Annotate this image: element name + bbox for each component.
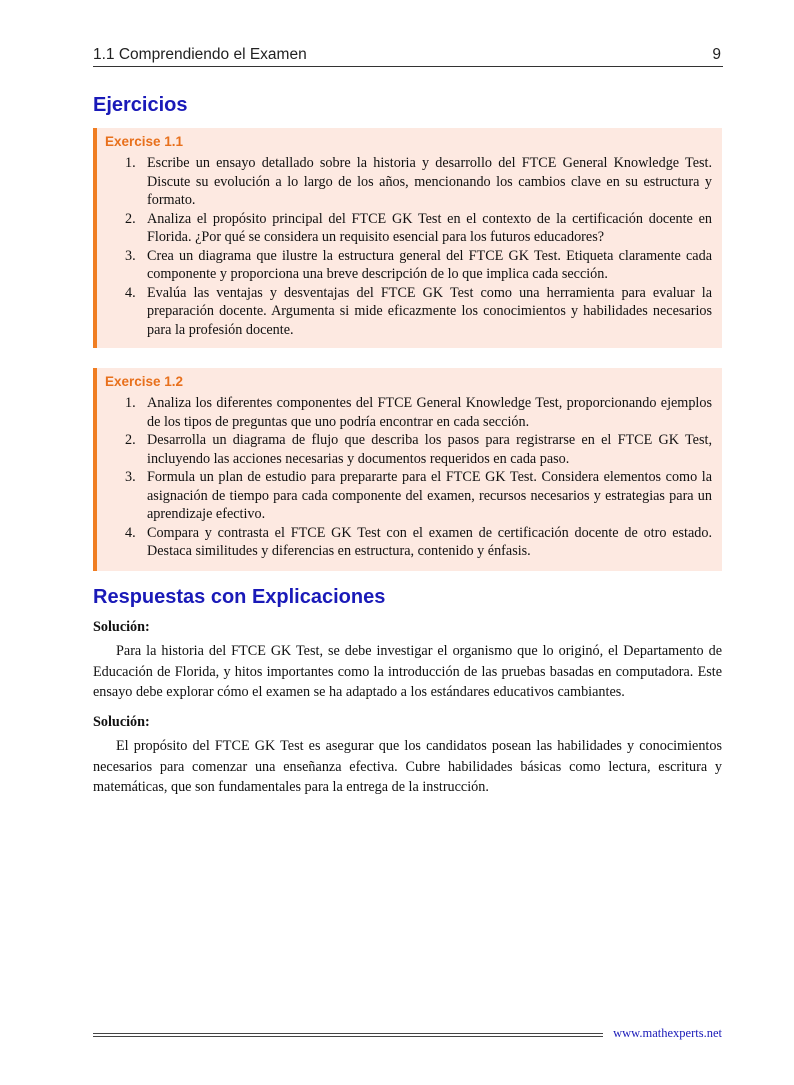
exercise-item	[105, 524, 712, 561]
item-number: 4.	[125, 524, 136, 541]
item-text: Crea un diagrama que ilustre la estructura general del FTCE GK Test. Etiqueta claramente cada componente y proporciona una breve descripción de lo que implica cada sección.	[147, 247, 712, 282]
footer-rule	[93, 1033, 603, 1037]
exercise-item	[105, 154, 712, 210]
exercise-item	[105, 247, 712, 284]
solution-text: Para la historia del FTCE GK Test, se debe investigar el organismo que lo originó, el Departamento de Educación de Florida, y hitos importantes como la introducción de las pruebas basadas en computadora. Este ensayo debe explorar cómo el examen se ha adaptado a los estándares educativos cambiantes.	[93, 643, 722, 700]
item-number: 1.	[125, 395, 136, 411]
exercise-item	[105, 284, 712, 340]
item-text: Compara y contrasta el FTCE GK Test con el examen de certificación docente de otro estado. Destaca similitudes y diferencias en estructura, contenido y énfasis.	[147, 524, 712, 559]
exercise-item	[105, 210, 712, 247]
item-number: 3.	[125, 247, 136, 264]
item-number: 2.	[125, 432, 136, 448]
item-text: Analiza el propósito principal del FTCE GK Test en el contexto de la certificación docente en Florida. ¿Por qué se considera un requisito esencial para los futuros educadores?	[147, 210, 712, 245]
exercise-item	[105, 468, 712, 524]
exercise-list	[105, 154, 712, 339]
exercises-heading: Ejercicios	[93, 94, 188, 116]
exercise-title: Exercise 1.2	[105, 374, 184, 389]
item-number: 3.	[125, 469, 136, 485]
exercise-item	[105, 431, 712, 468]
exercise-title: Exercise 1.1	[105, 134, 184, 149]
item-text: Desarrolla un diagrama de flujo que describa los pasos para registrarse en el FTCE GK Test, incluyendo las acciones necesarias y documentos requeridos en cada paso.	[147, 432, 712, 467]
item-number: 4.	[125, 284, 136, 301]
solution-label: Solución:	[93, 714, 150, 730]
exercise-box	[93, 128, 722, 348]
item-text: Analiza los diferentes componentes del FTCE General Knowledge Test, proporcionando ejemplos de los tipos de preguntas que uno podría encontrar en cada sección.	[147, 395, 712, 430]
page-number: 9	[712, 46, 721, 63]
item-number: 2.	[125, 210, 136, 227]
section-title: 1.1 Comprendiendo el Examen	[93, 46, 307, 63]
item-text: Formula un plan de estudio para prepararte para el FTCE GK Test. Considera elementos como la asignación de tiempo para cada componente del examen, recursos necesarios y estrategias para un aprendizaje efectivo.	[147, 469, 712, 522]
running-header	[93, 46, 723, 67]
footer-url: www.mathexperts.net	[613, 1026, 722, 1040]
item-text: Escribe un ensayo detallado sobre la historia y desarrollo del FTCE General Knowledge Test. Discute su evolución a lo largo de los años, mencionando los cambios clave en su estructura y formato.	[147, 155, 712, 208]
answers-heading: Respuestas con Explicaciones	[93, 586, 386, 608]
solution	[93, 619, 722, 703]
solution	[93, 714, 722, 798]
exercise-box	[93, 368, 722, 571]
item-text: Evalúa las ventajas y desventajas del FTCE GK Test como una herramienta para evaluar la preparación docente. Argumenta si mide eficazmente los conocimientos y habilidades necesarios para la profesión docente.	[147, 284, 712, 338]
exercise-list	[105, 394, 712, 561]
item-number: 1.	[125, 155, 136, 171]
solution-text: El propósito del FTCE GK Test es asegurar que los candidatos posean las habilidades y conocimientos necesarios para comenzar una enseñanza efectiva. Cubre habilidades básicas como lectura, escritura y matemáticas, que son fundamentales para la entrega de la instrucción.	[93, 738, 722, 795]
solution-label: Solución:	[93, 619, 150, 635]
exercise-item	[105, 394, 712, 431]
